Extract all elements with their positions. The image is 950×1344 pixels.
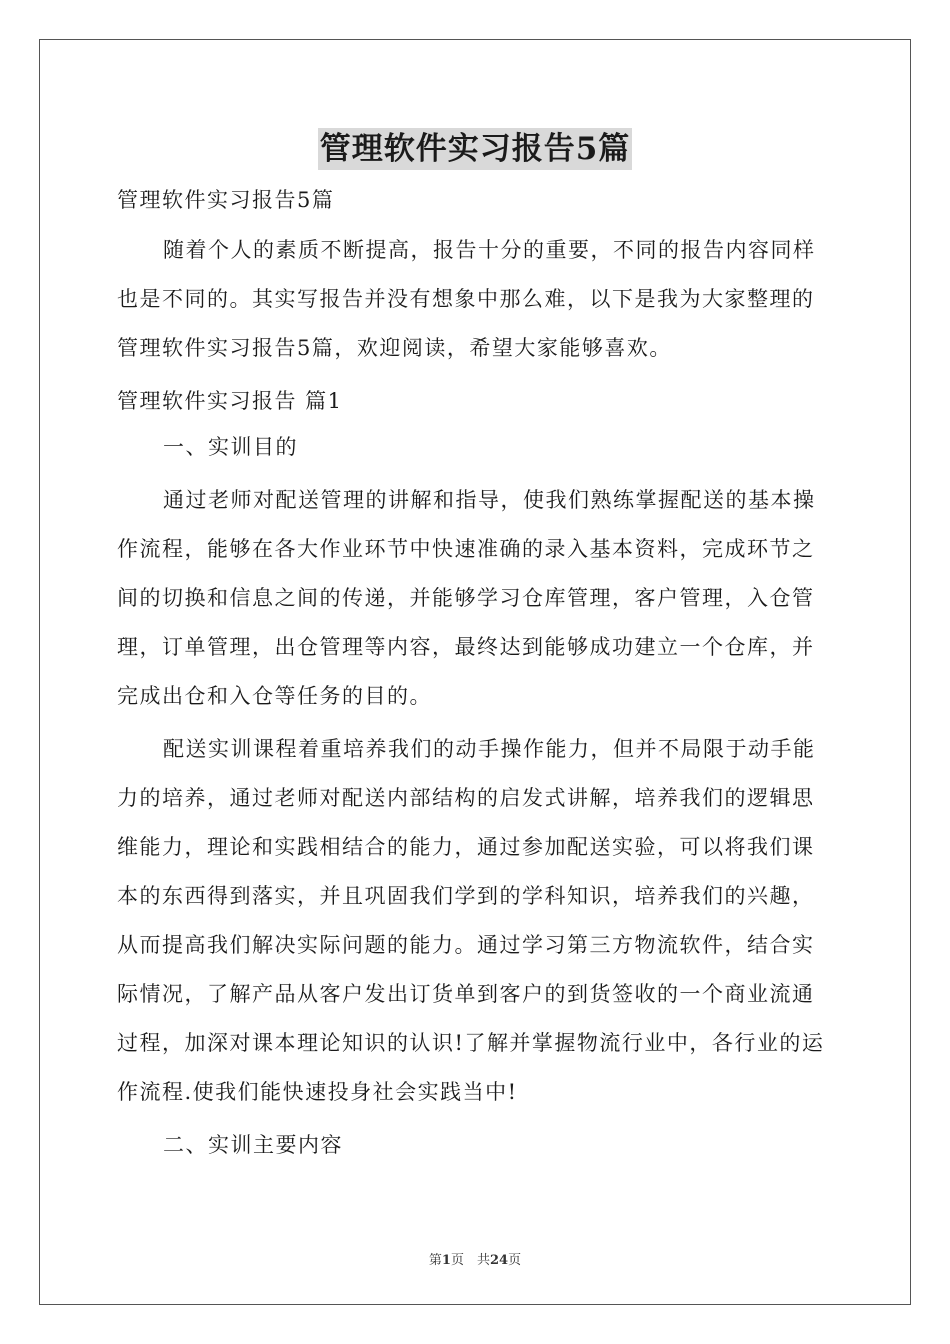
section-heading-1: 一、实训目的 — [163, 435, 298, 459]
paragraph-2: 配送实训课程着重培养我们的动手操作能力，但并不局限于动手能力的培养，通过老师对配送内部结构的启发式讲解，培养我们的逻辑思维能力，理论和实践相结合的能力，通过参加配送实验，可以将我们课本的东西得到落实，并且巩固我们学到的学科知识，培养我们的兴趣，从而提高我们解决实际问题的能力。通过学习第三方物流软件，结合实际情况，了解产品从客户发出订货单到客户的到货签收的一个商业流通过程，加深对课本理论知识的认识!了解并掌握物流行业中，各行业的运作流程.使我们能快速投身社会实践当中! — [117, 737, 825, 1104]
page-total: 24 — [489, 1253, 509, 1268]
document-title: 管理软件实习报告5篇 — [318, 128, 633, 170]
document-body — [117, 178, 833, 1170]
page-mid: 页 共 — [450, 1253, 490, 1268]
document-subtitle: 管理软件实习报告5篇 — [117, 188, 335, 212]
page-suffix: 页 — [508, 1253, 522, 1268]
page-current: 1 — [441, 1253, 451, 1268]
paragraph-1: 通过老师对配送管理的讲解和指导，使我们熟练掌握配送的基本操作流程，能够在各大作业环节中快速准确的录入基本资料，完成环节之间的切换和信息之间的传递，并能够学习仓库管理，客户管理，入仓管理，订单管理，出仓管理等内容，最终达到能够成功建立一个仓库，并完成出仓和入仓等任务的目的。 — [117, 488, 816, 708]
part-heading: 管理软件实习报告 篇1 — [117, 389, 343, 413]
page-prefix: 第 — [428, 1253, 442, 1268]
section-heading-2: 二、实训主要内容 — [163, 1133, 343, 1157]
intro-paragraph: 随着个人的素质不断提高，报告十分的重要，不同的报告内容同样也是不同的。其实写报告并没有想象中那么难，以下是我为大家整理的管理软件实习报告5篇，欢迎阅读，希望大家能够喜欢。 — [117, 238, 816, 360]
title-container — [0, 128, 950, 170]
page-footer — [0, 1249, 950, 1268]
